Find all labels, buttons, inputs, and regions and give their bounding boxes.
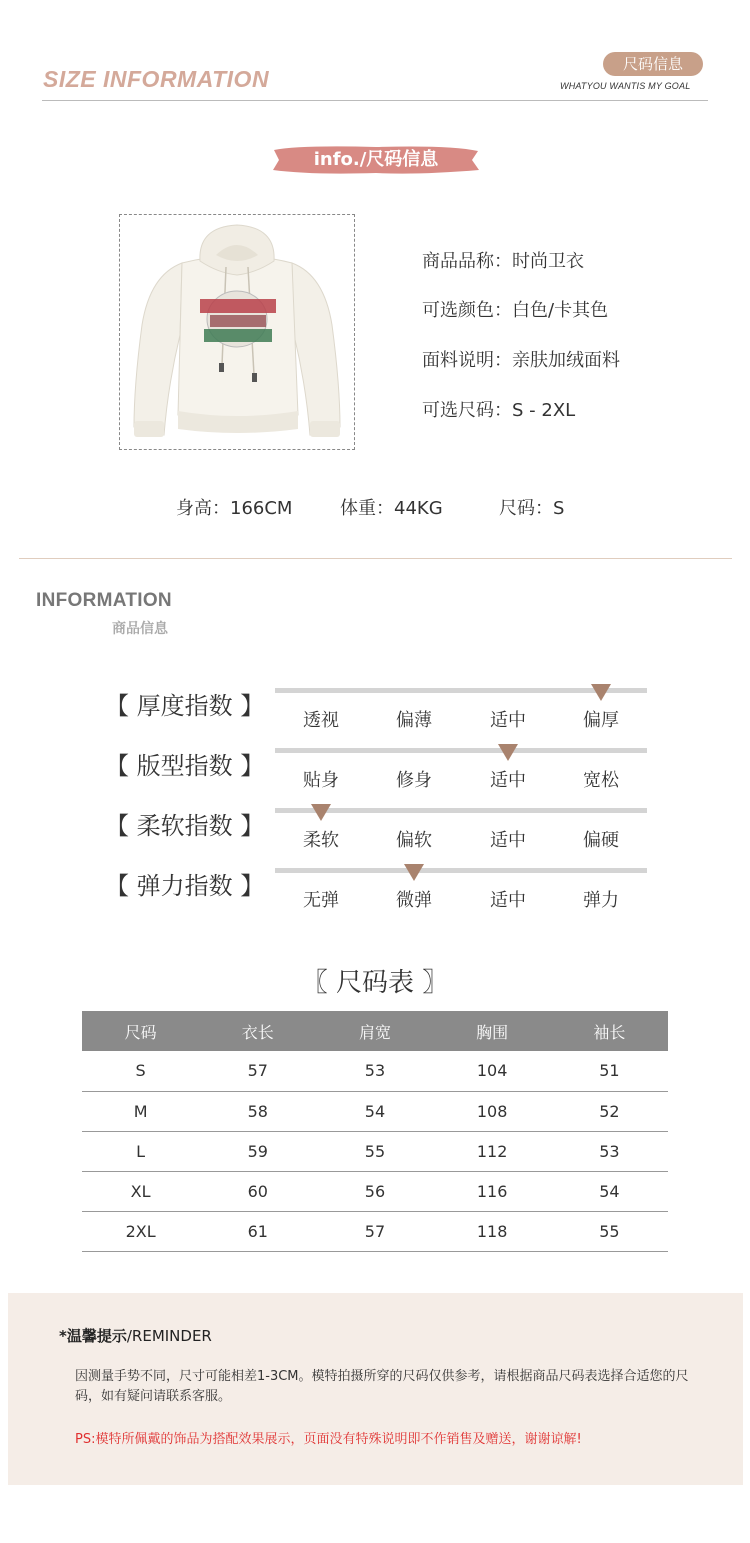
index-option: 贴身: [303, 770, 339, 791]
spec-value: 亲肤加绒面料: [512, 350, 620, 371]
size-table: [82, 1011, 668, 1252]
table-cell: 54: [551, 1171, 668, 1211]
size-table-title: 〖 尺码表 〗: [301, 968, 449, 998]
spec-fabric: [422, 346, 620, 372]
spec-value: 白色/卡其色: [512, 300, 609, 321]
table-row: [82, 1131, 668, 1171]
index-option: 透视: [303, 710, 339, 731]
table-cell: XL: [82, 1171, 199, 1211]
table-cell: 55: [316, 1131, 433, 1171]
size-info-badge: 尺码信息: [603, 52, 703, 76]
table-cell: 51: [551, 1051, 668, 1091]
index-option: 适中: [490, 830, 526, 851]
spec-label: 可选尺码：: [422, 400, 512, 421]
table-cell: 59: [199, 1131, 316, 1171]
spec-name: [422, 247, 584, 273]
model-size: 尺码：S: [499, 498, 565, 519]
table-cell: 53: [316, 1051, 433, 1091]
info-banner-text: info./尺码信息: [313, 149, 439, 170]
index-option: 微弹: [396, 890, 432, 911]
table-cell: L: [82, 1131, 199, 1171]
index-option: 柔软: [303, 830, 339, 851]
table-cell: 58: [199, 1091, 316, 1131]
table-cell: 57: [199, 1051, 316, 1091]
header-slogan: WHATYOU WANTIS MY GOAL: [560, 81, 691, 91]
table-cell: 53: [551, 1131, 668, 1171]
index-marker-icon: [311, 804, 331, 821]
table-cell: 104: [434, 1051, 551, 1091]
table-row: [82, 1091, 668, 1131]
index-option: 适中: [490, 890, 526, 911]
table-cell: 52: [551, 1091, 668, 1131]
reminder-title-rest: /REMINDER: [126, 1327, 212, 1345]
spec-label: 商品品称：: [422, 251, 512, 272]
table-cell: 112: [434, 1131, 551, 1171]
table-cell: M: [82, 1091, 199, 1131]
size-information-title: SIZE INFORMATION: [43, 66, 270, 92]
index-option: 适中: [490, 770, 526, 791]
index-option: 偏厚: [583, 710, 619, 731]
information-subtitle: 商品信息: [112, 621, 168, 637]
table-row: [82, 1171, 668, 1211]
header-cell: 肩宽: [316, 1011, 433, 1051]
header-divider: [42, 100, 708, 101]
spec-sizes: [422, 396, 575, 422]
table-cell: 61: [199, 1211, 316, 1251]
header-cell: 袖长: [551, 1011, 668, 1051]
table-cell: 108: [434, 1091, 551, 1131]
index-option: 宽松: [583, 770, 619, 791]
section-divider: [19, 558, 732, 559]
model-height: 身高：166CM: [176, 498, 293, 519]
table-cell: 2XL: [82, 1211, 199, 1251]
table-cell: 116: [434, 1171, 551, 1211]
table-cell: 54: [316, 1091, 433, 1131]
index-option: 无弹: [303, 890, 339, 911]
index-option: 偏硬: [583, 830, 619, 851]
product-image: [119, 214, 355, 450]
index-label: 【 柔软指数 】: [105, 812, 265, 840]
table-row: [82, 1051, 668, 1091]
index-bar: [275, 748, 647, 753]
table-row: [82, 1211, 668, 1251]
size-table-header: [82, 1011, 668, 1051]
index-option: 弹力: [583, 890, 619, 911]
header-cell: 尺码: [82, 1011, 199, 1051]
spec-color: [422, 296, 608, 322]
table-cell: 118: [434, 1211, 551, 1251]
index-marker-icon: [498, 744, 518, 761]
reminder-text: 因测量手势不同，尺寸可能相差1-3CM。模特拍摄所穿的尺码仅供参考，请根据商品尺码表选择合适您的尺码，如有疑问请联系客服。: [75, 1369, 689, 1404]
index-marker-icon: [404, 864, 424, 881]
spec-label: 面料说明：: [422, 350, 512, 371]
index-label: 【 厚度指数 】: [105, 692, 265, 720]
reminder-ps: PS:模特所佩戴的饰品为搭配效果展示，页面没有特殊说明即不作销售及赠送，谢谢谅解!: [75, 1432, 582, 1447]
table-cell: 60: [199, 1171, 316, 1211]
index-option: 修身: [396, 770, 432, 791]
table-cell: S: [82, 1051, 199, 1091]
table-cell: 56: [316, 1171, 433, 1211]
index-bar: [275, 868, 647, 873]
index-option: 偏薄: [396, 710, 432, 731]
header-cell: 胸围: [434, 1011, 551, 1051]
index-marker-icon: [591, 684, 611, 701]
hoodie-illustration: [120, 215, 354, 449]
index-option: 偏软: [396, 830, 432, 851]
index-option: 适中: [490, 710, 526, 731]
spec-label: 可选颜色：: [422, 300, 512, 321]
model-weight: 体重：44KG: [340, 498, 443, 519]
spec-value: S - 2XL: [512, 400, 576, 421]
index-label: 【 弹力指数 】: [105, 872, 265, 900]
reminder-title: [59, 1325, 212, 1346]
info-banner: [270, 144, 482, 176]
spec-value: 时尚卫衣: [512, 251, 584, 272]
table-cell: 55: [551, 1211, 668, 1251]
index-label: 【 版型指数 】: [105, 752, 265, 780]
information-title: INFORMATION: [36, 590, 172, 611]
table-cell: 57: [316, 1211, 433, 1251]
header-cell: 衣长: [199, 1011, 316, 1051]
reminder-title-bold: *温馨提示: [59, 1327, 127, 1345]
